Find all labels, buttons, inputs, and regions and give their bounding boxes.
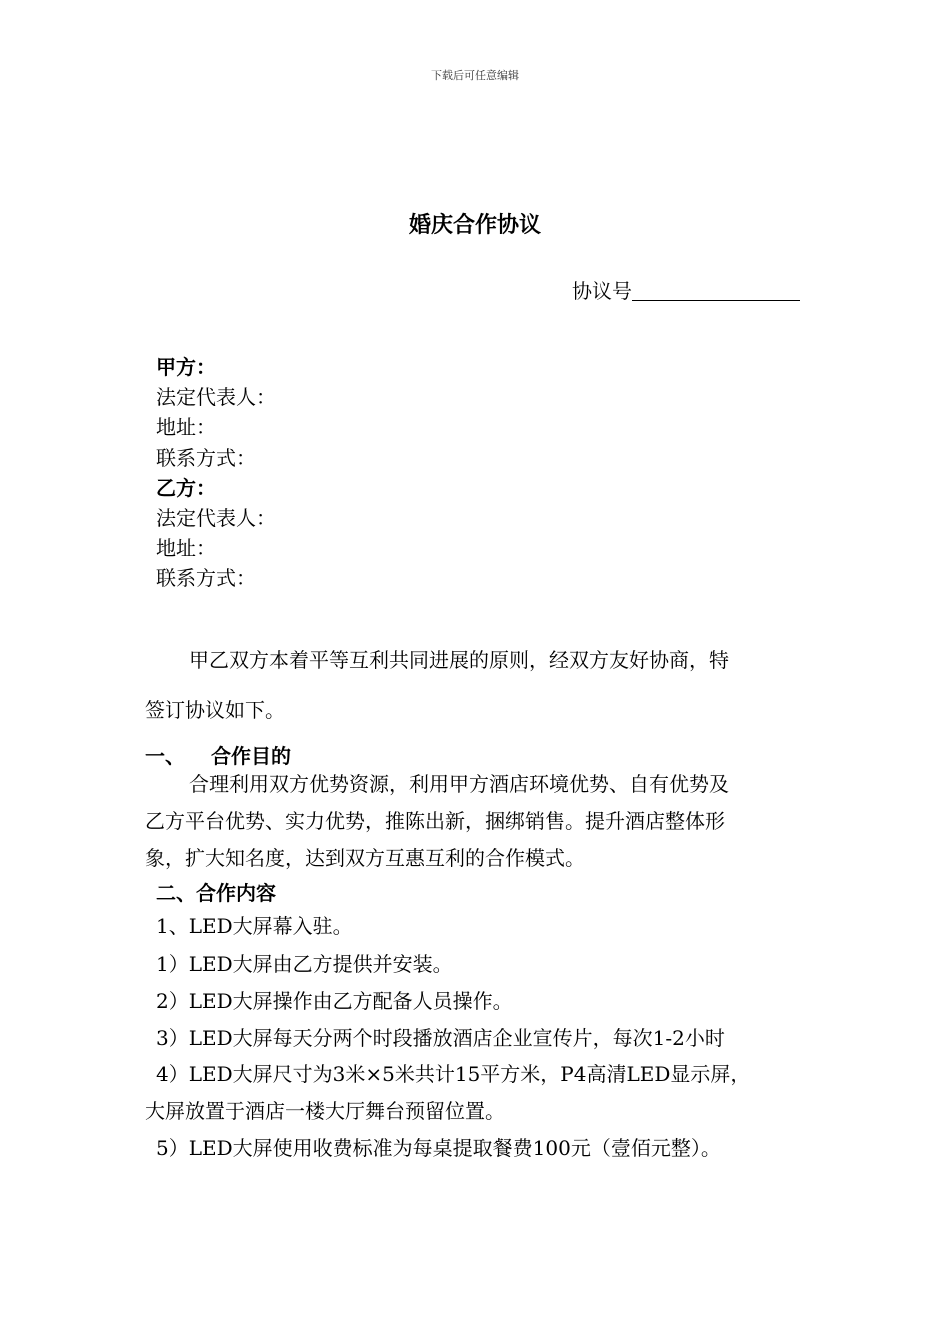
party-a-heading: 甲方：: [156, 355, 216, 379]
section-1-heading: [145, 740, 291, 769]
content-item: 1、LED大屏幕入驻。: [156, 914, 353, 938]
section-1-paragraph-line: 乙方平台优势、实力优势，推陈出新，捆绑销售。提升酒店整体形: [145, 809, 725, 833]
party-a-address: 地址：: [156, 415, 216, 440]
content-item: 4）LED大屏尺寸为3米×5米共计15平方米，P4高清LED显示屏，: [156, 1062, 751, 1086]
content-item: 3）LED大屏每天分两个时段播放酒店企业宣传片，每次1-2小时: [156, 1026, 725, 1050]
agreement-number-label: 协议号: [572, 279, 632, 303]
document-title: 婚庆合作协议: [408, 213, 541, 238]
section-1-number: 一、: [145, 744, 185, 768]
parties-block: [156, 352, 276, 594]
agreement-number-blank: [632, 282, 800, 301]
party-b-legal-rep: 法定代表人：: [156, 506, 276, 531]
agreement-number: [572, 275, 800, 304]
content-item: 5）LED大屏使用收费标准为每桌提取餐费100元（壹佰元整）。: [156, 1136, 721, 1160]
content-item: 2）LED大屏操作由乙方配备人员操作。: [156, 989, 513, 1013]
intro-paragraph-line: 签订协议如下。: [145, 698, 285, 722]
content-item-continuation: 大屏放置于酒店一楼大厅舞台预留位置。: [145, 1099, 505, 1123]
party-b-address: 地址：: [156, 536, 216, 561]
party-a-contact: 联系方式：: [156, 445, 256, 470]
party-b-contact: 联系方式：: [156, 566, 256, 591]
header-note: 下载后可任意编辑: [431, 69, 519, 82]
party-b-heading: 乙方：: [156, 475, 216, 500]
intro-paragraph-line: 甲乙双方本着平等互利共同进展的原则，经双方友好协商，特: [189, 648, 729, 672]
section-1-paragraph-line: 象，扩大知名度，达到双方互惠互利的合作模式。: [145, 846, 585, 870]
section-1-paragraph-line: 合理利用双方优势资源，利用甲方酒店环境优势、自有优势及: [189, 772, 729, 796]
section-1-title: 合作目的: [211, 744, 291, 768]
section-2-heading: 二、合作内容: [156, 881, 276, 905]
content-item: 1）LED大屏由乙方提供并安装。: [156, 952, 453, 976]
party-a-legal-rep: 法定代表人：: [156, 385, 276, 410]
